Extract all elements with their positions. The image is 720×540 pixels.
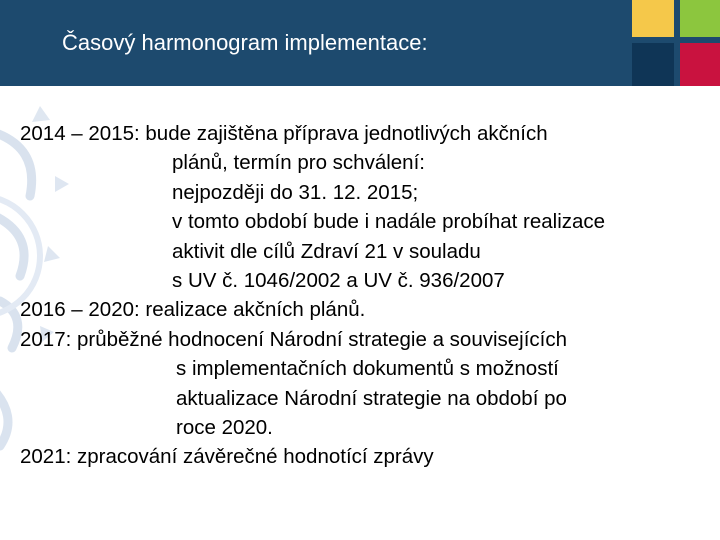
timeline-line: s UV č. 1046/2002 a UV č. 936/2007 xyxy=(172,269,505,293)
timeline-line-2021: 2021: zpracování závěrečné hodnotící zprávy xyxy=(20,445,434,469)
timeline-line-2016: 2016 – 2020: realizace akčních plánů. xyxy=(20,298,366,322)
timeline-line: plánů, termín pro schválení: xyxy=(172,151,425,175)
timeline-line: aktualizace Národní strategie na období po xyxy=(176,386,567,410)
logo-tile-red xyxy=(680,43,720,86)
logo-tile-green xyxy=(680,0,720,37)
timeline-line: v tomto období bude i nadále probíhat realizace xyxy=(172,210,606,234)
logo-tile-navy xyxy=(632,43,674,86)
slide-title: Časový harmonogram implementace: xyxy=(62,30,428,55)
timeline-line-2017: 2017: průběžné hodnocení Národní strategie a souvisejících xyxy=(20,327,568,351)
timeline-line: aktivit dle cílů Zdraví 21 v souladu xyxy=(172,239,481,263)
timeline-line: roce 2020. xyxy=(176,416,273,440)
timeline-line-2014: 2014 – 2015: bude zajištěna příprava jednotlivých akčních xyxy=(20,122,548,145)
logo-tile-yellow xyxy=(632,0,674,37)
header-bar xyxy=(0,0,720,86)
timeline-line: s implementačních dokumentů s možností xyxy=(176,357,559,381)
timeline-line: nejpozději do 31. 12. 2015; xyxy=(172,180,419,204)
timeline-content xyxy=(20,119,718,472)
